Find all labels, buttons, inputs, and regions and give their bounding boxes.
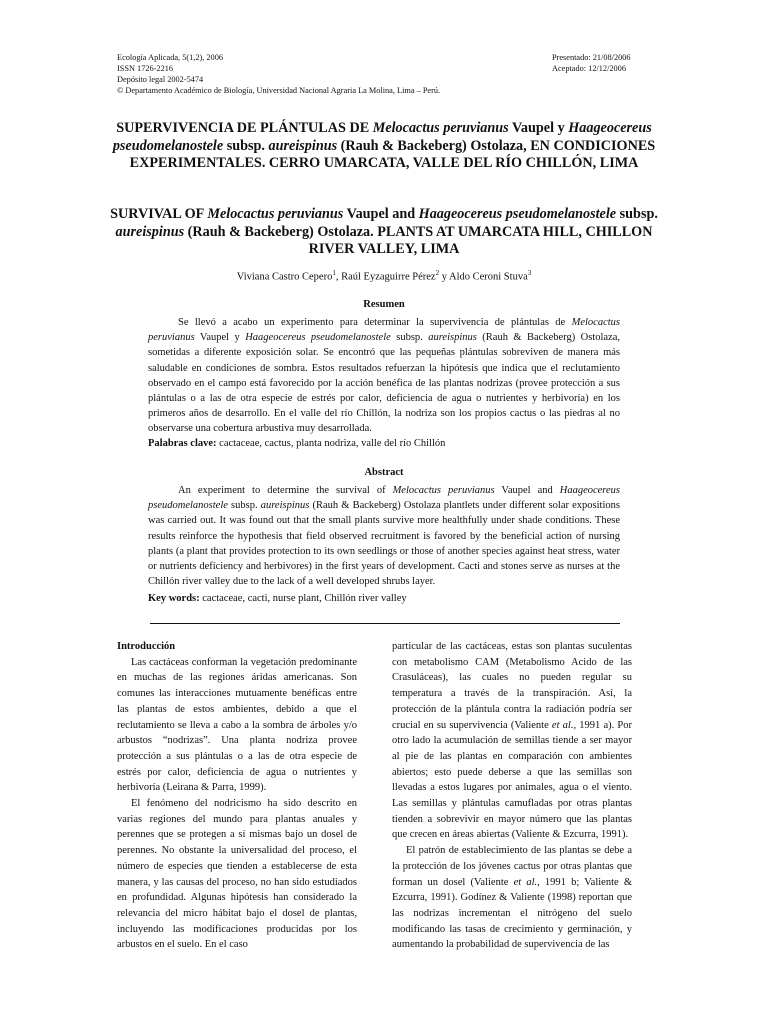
author-1-affiliation: 1 bbox=[332, 269, 336, 277]
resumen-text-3: subsp. bbox=[390, 332, 429, 344]
author-3-affiliation: 3 bbox=[527, 269, 532, 277]
key-words bbox=[148, 593, 620, 604]
body-column-left bbox=[117, 639, 357, 953]
abstract-species-1: Melocactus peruvianus bbox=[392, 485, 495, 496]
title-en-text-3: subsp. bbox=[616, 206, 658, 222]
palabras-clave-values: cactaceae, cactus, planta nodriza, valle del río Chillón bbox=[216, 438, 446, 449]
intro-paragraph-3 bbox=[392, 639, 632, 843]
key-words-values: cactaceae, cacti, nurse plant, Chillón river valley bbox=[199, 593, 407, 604]
palabras-clave-label: Palabras clave: bbox=[148, 438, 217, 449]
title-en-species-1: Melocactus peruvianus bbox=[207, 206, 344, 222]
title-es-species-2: Haageocereus pseudomelanostele bbox=[112, 120, 652, 154]
author-1: Viviana Castro Cepero bbox=[236, 271, 333, 283]
intro-paragraph-2: El fenómeno del nodricismo ha sido descrito en varias regiones del mundo para plantas anuales y perennes que se protegen a sí mismas bajo un dosel de perennes. No obstante la universalidad del proceso, el número de especies que tienden a establecerse de esta manera, y las causas del proceso, no han sido estudiados en profundidad. Algunas hipótesis han considerado la relevancia del micro hábitat bajo el dosel de plantas, incluyendo las modificaciones producidas por los arbustos en el suelo. En el caso bbox=[117, 798, 357, 951]
abstract-text-1: An experiment to determine the survival of bbox=[178, 485, 393, 496]
abstract-body bbox=[148, 483, 620, 589]
journal-citation: Ecología Aplicada, 5(1,2), 2006 bbox=[117, 53, 223, 62]
abstract-text-3: subsp. bbox=[227, 500, 261, 512]
title-en-text-4: (Rauh & Backeberg) Ostolaza. PLANTS AT UMARCATA HILL, CHILLON RIVER VALLEY, LIMA bbox=[184, 223, 653, 257]
intro-p3-text-2: , 1991 a). Por otro lado la acumulación de semillas tiende a ser mayor al pie de las plantas en comparación con ambientes abiertos; esto puede deberse a que las semillas son llevadas a estos lugares por animales, agua o el viento. Las semillas y plántulas camufladas por otras plantas tienden a sobrevivir en mayor número que las plantas que crecen en áreas abiertas (Valiente & Ezcurra, 1991). bbox=[392, 719, 632, 841]
intro-p3-text-1: particular de las cactáceas, estas son plantas suculentas con metabolismo CAM (Metabolismo Acido de las Crasuláceas), las cuales no pueden regular su temperatura a través de la transpiración. Así, la protección de la plántula contra la radiación podría ser crucial en su supervivencia (Valiente bbox=[392, 641, 632, 731]
resumen-body bbox=[148, 315, 620, 437]
resumen-text-2: Vaupel y bbox=[194, 332, 246, 344]
author-2-affiliation: 2 bbox=[435, 269, 440, 277]
key-words-label: Key words: bbox=[148, 593, 200, 604]
resumen-text-4: (Rauh & Backeberg) Ostolaza, sometidas a diferente exposición solar. Se encontró que las pequeñas plántulas sobreviven de manera más saludable en condiciones de sombra. Estos resultados refuerzan la hipótesis que indica que el reclutamiento observado en el campo está favorecido por la acción benéfica de las plantas nodrizas (provee protección a sus plántulas o a las de otra especie de estrés por calor, deficiencia de agua o nutrientes y herbivoría) en los primeros años de desarrollo. En el valle del río Chillón, la nodriza son los propios cactus o las piedras al no observarse una cobertura arbustiva muy desarrollada. bbox=[148, 332, 620, 435]
introduction-heading: Introducción bbox=[117, 641, 176, 652]
intro-paragraph-1: Las cactáceas conforman la vegetación predominante en muchas de las regiones áridas americanas. Son comunes las interacciones mutuamente benéficas entre las plantas de estos ambientes, debido a que el reclutamiento se lleva a cabo a la sombra de árboles y/o arbustos “nodrizas”. Una planta nodriza provee protección a sus plántulas o a las de otra especie de estrés por calor, deficiencia de agua o nutrientes y herbivoría (Leirana & Parra, 1999). bbox=[117, 656, 357, 794]
abstract-text-4: (Rauh & Backeberg) Ostolaza plantlets under different solar expositions was carried out. It was found out that the small plants survive more healthfully under shade conditions. These results reinforce the hypothesis that field observed recruitment is favored by the beneficial action of nursing plants (a plant that provides protection to its own seedlings or those of another species against heat stress, water or nutrients deficiency and herbivores) in the first years of development. Cacti and stones serve as nurses at the Chillón river valley due to the lack of a well developed shrubs layer. bbox=[148, 500, 620, 588]
date-accepted: Aceptado: 12/12/2006 bbox=[552, 64, 626, 73]
section-divider bbox=[150, 623, 620, 624]
palabras-clave bbox=[148, 438, 620, 449]
author-2: , Raúl Eyzaguirre Pérez bbox=[335, 271, 436, 283]
title-es-species-1: Melocactus peruvianus bbox=[372, 120, 509, 136]
body-column-right bbox=[392, 639, 632, 953]
title-es-text-4: (Rauh & Backeberg) Ostolaza, EN CONDICIONES EXPERIMENTALES. CERRO UMARCATA, VALLE DEL RÍO CHILLÓN, LIMA bbox=[129, 137, 656, 171]
intro-paragraph-4 bbox=[392, 843, 632, 953]
title-es-text-3: subsp. bbox=[223, 137, 269, 154]
resumen-text-1: Se llevó a acabo un experimento para determinar la supervivencia de plántulas de bbox=[178, 317, 572, 328]
title-es-text-2: Vaupel y bbox=[508, 120, 569, 136]
author-3: y Aldo Ceroni Stuva bbox=[439, 271, 528, 283]
intro-p4-etal: et al. bbox=[513, 876, 538, 888]
title-spanish bbox=[105, 120, 663, 173]
date-presented: Presentado: 21/08/2006 bbox=[552, 53, 631, 62]
resumen-species-3: aureispinus bbox=[428, 332, 477, 344]
title-en-text-2: Vaupel and bbox=[343, 206, 419, 222]
abstract-text-2: Vaupel and bbox=[494, 485, 560, 496]
resumen-heading: Resumen bbox=[363, 299, 405, 310]
title-english bbox=[105, 206, 663, 259]
title-en-species-3: aureispinus bbox=[115, 223, 185, 240]
title-en-species-2: Haageocereus pseudomelanostele bbox=[418, 206, 617, 222]
abstract-species-3: aureispinus bbox=[260, 500, 310, 512]
abstract-species-2: Haageocereus pseudomelanostele bbox=[148, 485, 620, 512]
deposito-legal: Depósito legal 2002-5474 bbox=[117, 75, 204, 84]
author-list bbox=[105, 269, 663, 283]
title-en-text-1: SURVIVAL OF bbox=[110, 206, 208, 222]
abstract-heading: Abstract bbox=[364, 467, 404, 478]
submission-dates bbox=[552, 52, 631, 74]
resumen-species-2: Haageocereus pseudomelanostele bbox=[245, 332, 391, 344]
journal-header bbox=[117, 52, 440, 96]
copyright-line: © Departamento Académico de Biología, Universidad Nacional Agraria La Molina, Lima – Perú. bbox=[117, 86, 441, 95]
intro-p4-text-2: , 1991 b; Valiente & Ezcurra, 1991). Godínez & Valiente (1998) reportan que las nodrizas incrementan el nitrógeno del suelo modificando las tasas de crecimiento y germinación, y aumentando la probabilidad de supervivencia de las bbox=[392, 876, 632, 951]
title-es-species-3: aureispinus bbox=[268, 137, 338, 154]
intro-p4-text-1: El patrón de establecimiento de las plantas se debe a la protección de los jóvenes cactus por otras plantas que forman un dosel (Valiente bbox=[392, 845, 632, 888]
title-es-text-1: SUPERVIVENCIA DE PLÁNTULAS DE bbox=[116, 120, 373, 136]
intro-p3-etal: et al. bbox=[551, 719, 574, 731]
resumen-species-1: Melocactus peruvianus bbox=[148, 317, 620, 344]
issn: ISSN 1726-2216 bbox=[117, 64, 174, 73]
